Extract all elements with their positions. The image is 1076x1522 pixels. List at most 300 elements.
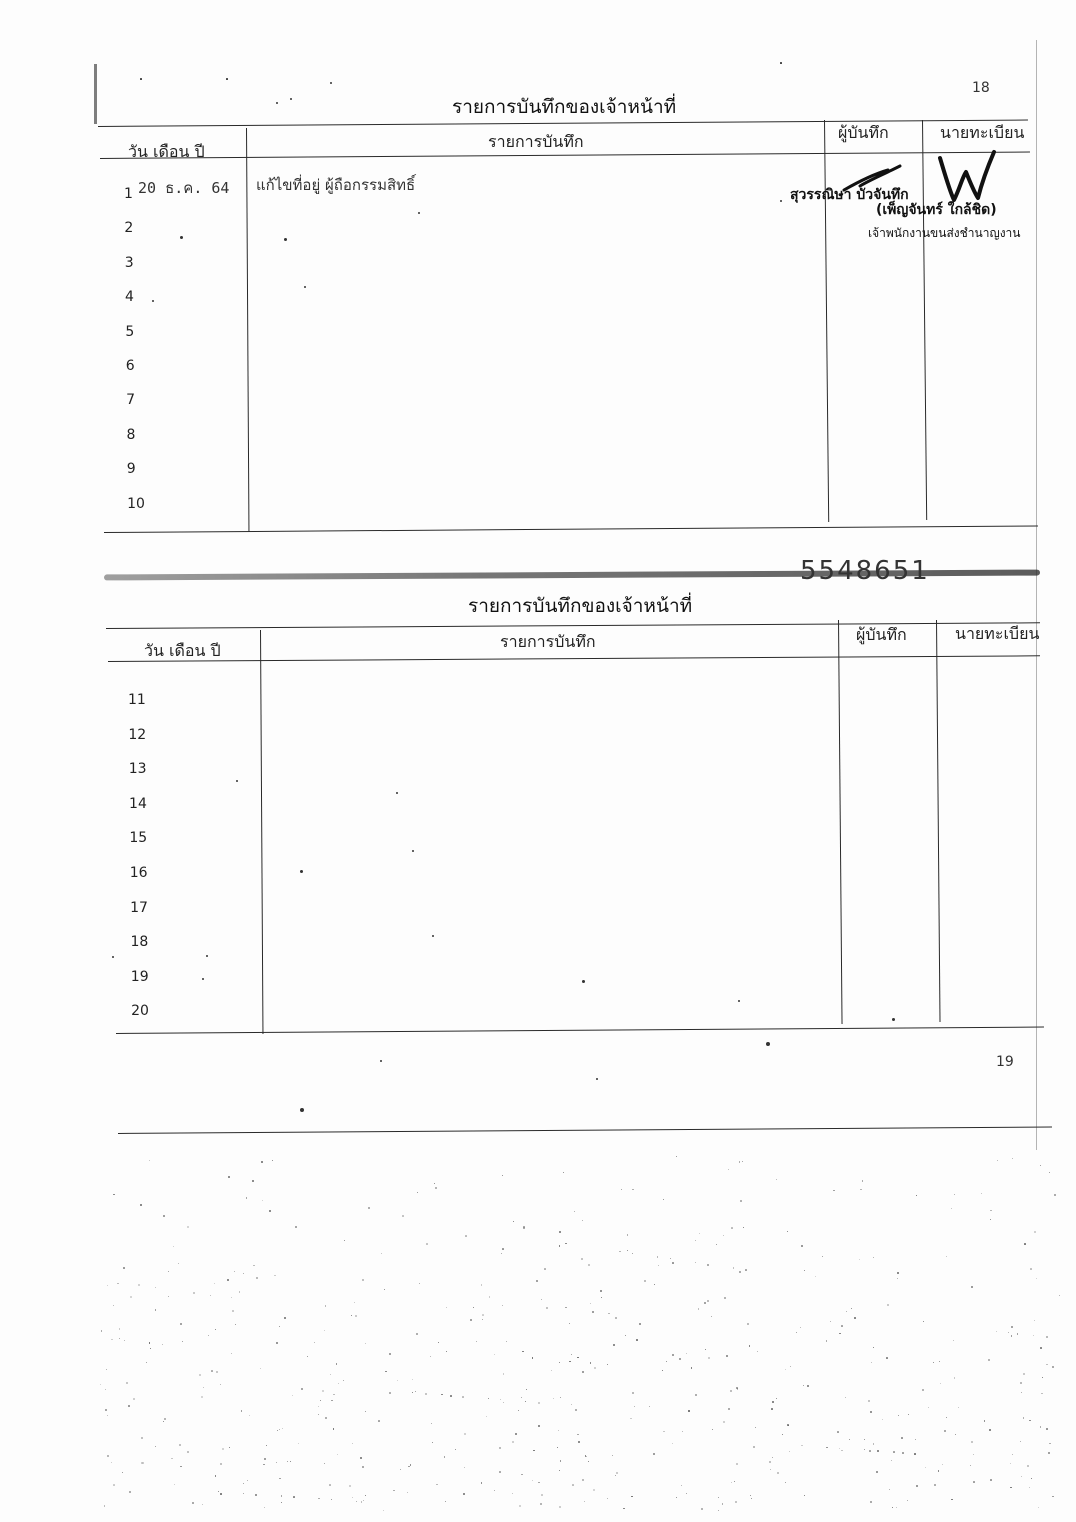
scan-grain (925, 1467, 926, 1468)
scan-grain (318, 1406, 320, 1408)
scan-grain (408, 1466, 410, 1468)
scan-grain (1054, 1194, 1056, 1196)
scan-grain (841, 1325, 843, 1327)
scan-grain (222, 1448, 224, 1450)
scan-grain (426, 1243, 428, 1245)
scan-grain (381, 1253, 382, 1254)
scan-grain (770, 1469, 771, 1470)
scan-grain (981, 1193, 982, 1194)
scan-grain (333, 1394, 335, 1396)
scan-grain (588, 1461, 589, 1462)
scan-grain (577, 1357, 579, 1359)
scan-grain (893, 1451, 895, 1453)
scan-grain (686, 1493, 687, 1494)
scan-grain (807, 1385, 809, 1387)
scan-grain (538, 1425, 540, 1427)
scan-grain (362, 1279, 364, 1281)
scan-grain (753, 1446, 755, 1448)
scan-grain (111, 1462, 112, 1463)
scan-grain (1033, 1335, 1034, 1336)
scan-grain (630, 1418, 631, 1419)
scan-grain (465, 1235, 467, 1237)
table-bottom-col-divider-3 (936, 620, 941, 1022)
scan-grain (503, 1373, 504, 1374)
scan-grain (623, 1508, 625, 1510)
entry-date: 20 ธ.ค. 64 (138, 179, 230, 197)
scan-grain (262, 1200, 263, 1201)
scan-grain (726, 1355, 728, 1357)
scan-grain (360, 1457, 362, 1459)
scan-grain (519, 1505, 521, 1507)
scan-grain (672, 1354, 674, 1356)
scan-grain (247, 1480, 248, 1481)
scan-grain (789, 1451, 790, 1452)
scan-grain (877, 1450, 879, 1452)
scan-grain (1023, 1417, 1024, 1418)
scan-grain (616, 1472, 618, 1474)
scan-grain (662, 1370, 663, 1371)
scan-grain (538, 1402, 540, 1404)
registrar-name: (เพ็ญจันทร์ ใกล้ชิด) (876, 202, 997, 218)
scan-speck (596, 1078, 598, 1080)
scan-grain (1010, 1463, 1012, 1465)
row-number: 15 (129, 830, 148, 847)
scan-grain (634, 1406, 635, 1407)
scan-grain (211, 1370, 213, 1372)
scan-grain (736, 1463, 738, 1465)
scan-grain (450, 1395, 452, 1397)
scan-left-mark (94, 64, 97, 124)
scan-grain (1012, 1158, 1013, 1159)
scan-grain (229, 1447, 231, 1449)
scan-grain (901, 1437, 903, 1439)
table-bottom-col-divider-2 (838, 620, 843, 1024)
scan-grain (772, 1457, 774, 1459)
scan-grain (582, 1479, 584, 1481)
scan-grain (846, 1311, 847, 1312)
scan-grain (1031, 1478, 1032, 1479)
scan-grain (594, 1367, 596, 1369)
scan-grain (481, 1482, 483, 1484)
scan-grain (845, 1397, 846, 1398)
scan-grain (546, 1307, 548, 1309)
scan-grain (1023, 1373, 1025, 1375)
scan-grain (559, 1470, 561, 1472)
scan-grain (776, 1179, 777, 1180)
scan-grain (908, 1414, 910, 1416)
row-number: 18 (130, 934, 149, 951)
scan-grain (658, 1265, 660, 1267)
scan-grain (521, 1397, 522, 1398)
table-bottom-col-divider-1 (260, 630, 263, 1034)
scan-grain (163, 1421, 164, 1422)
scan-grain (971, 1286, 973, 1288)
col-header-registrar: นายทะเบียน (940, 123, 1025, 142)
scan-grain (584, 1501, 585, 1502)
scan-grain (344, 1240, 345, 1241)
scan-speck (290, 98, 292, 100)
scan-speck (582, 980, 585, 983)
scan-grain (672, 1443, 674, 1445)
scan-grain (882, 1419, 884, 1421)
scan-grain (277, 1430, 278, 1431)
scan-grain (708, 1357, 710, 1359)
scan-grain (737, 1388, 739, 1390)
scan-grain (435, 1187, 437, 1189)
scan-grain (494, 1354, 495, 1355)
scan-grain (782, 1434, 783, 1435)
scan-grain (430, 1356, 432, 1358)
scan-grain (113, 1305, 114, 1306)
scan-grain (1021, 1392, 1022, 1393)
scan-grain (751, 1498, 752, 1499)
scan-grain (822, 1256, 823, 1257)
scan-grain (946, 1417, 947, 1418)
section-title-top: รายการบันทึกของเจ้าหน้าที่ (452, 96, 677, 118)
scan-grain (494, 1490, 495, 1491)
scan-grain (106, 1369, 108, 1371)
scan-grain (349, 1485, 351, 1487)
scan-grain (914, 1453, 916, 1455)
scan-grain (293, 1496, 295, 1498)
scan-grain (522, 1351, 524, 1353)
scan-grain (928, 1407, 929, 1408)
scan-grain (563, 1172, 564, 1173)
scan-grain (887, 1304, 889, 1306)
scan-grain (502, 1248, 504, 1250)
scan-grain (682, 1431, 683, 1432)
scan-grain (728, 1408, 730, 1410)
scan-grain (500, 1399, 501, 1400)
scan-grain (711, 1316, 712, 1317)
scan-grain (276, 1342, 278, 1344)
scan-grain (574, 1211, 575, 1212)
col-header-recorder-bottom: ผู้บันทึก (856, 625, 907, 644)
scan-grain (544, 1268, 546, 1270)
scan-grain (1049, 1443, 1051, 1445)
scan-grain (368, 1207, 370, 1209)
table-bottom-bottom-border (116, 1027, 1044, 1034)
scan-grain (231, 1353, 233, 1355)
scan-grain (352, 1443, 353, 1444)
scan-grain (1027, 1465, 1029, 1467)
scan-grain (973, 1454, 974, 1455)
scan-grain (168, 1271, 169, 1272)
scan-speck (780, 200, 782, 202)
scan-grain (870, 1501, 872, 1503)
scan-grain (279, 1478, 281, 1480)
scan-speck (300, 870, 303, 873)
scan-grain (800, 1327, 801, 1328)
scan-grain (417, 1192, 418, 1193)
registrar-signature (932, 148, 1002, 206)
scan-grain (228, 1176, 230, 1178)
scan-speck (412, 850, 414, 852)
scan-grain (704, 1302, 706, 1304)
scan-grain (162, 1344, 163, 1345)
scan-grain (1012, 1454, 1013, 1455)
scan-grain (864, 1439, 865, 1440)
scan-grain (1048, 1452, 1050, 1454)
scan-grain (146, 1362, 148, 1364)
scan-grain (499, 1471, 501, 1473)
scan-grain (898, 1415, 899, 1416)
scan-grain (654, 1284, 656, 1286)
scan-grain (436, 1484, 438, 1486)
scan-grain (502, 1175, 504, 1177)
scan-grain (639, 1323, 641, 1325)
divider-number-fragment: 5548651 (800, 556, 930, 586)
scan-grain (873, 1257, 874, 1258)
scan-grain (698, 1308, 699, 1309)
scan-grain (243, 1483, 244, 1484)
scan-grain (1034, 1231, 1036, 1233)
scan-grain (119, 1338, 120, 1339)
scan-grain (636, 1339, 638, 1341)
scan-grain (839, 1448, 840, 1449)
scan-grain (324, 1330, 325, 1331)
scan-grain (771, 1408, 773, 1410)
scan-grain (663, 1199, 665, 1201)
row-number: 12 (128, 726, 147, 743)
scan-grain (790, 1366, 791, 1367)
scan-grain (718, 1510, 719, 1511)
scan-grain (168, 1296, 169, 1297)
scan-grain (402, 1215, 404, 1217)
entry-text: แก้ไขที่อยู่ ผู้ถือกรรมสิทธิ์ (256, 176, 416, 194)
scan-speck (140, 78, 142, 80)
scan-grain (958, 1407, 959, 1408)
col-header-recorder: ผู้บันทึก (838, 123, 889, 142)
scan-grain (220, 1384, 222, 1386)
scan-grain (907, 1500, 908, 1501)
scan-grain (533, 1450, 534, 1451)
scan-grain (261, 1161, 263, 1163)
scan-grain (331, 1400, 333, 1402)
scan-grain (785, 1482, 786, 1483)
scan-grain (117, 1283, 119, 1285)
scan-grain (141, 1437, 143, 1439)
scan-grain (815, 1276, 817, 1278)
scan-grain (355, 1315, 357, 1317)
scan-grain (1020, 1441, 1021, 1442)
scan-grain (249, 1415, 250, 1416)
scan-grain (1041, 1393, 1042, 1394)
scan-grain (174, 1484, 175, 1485)
scan-grain (1024, 1243, 1026, 1245)
scan-grain (338, 1383, 339, 1384)
scan-grain (525, 1401, 526, 1402)
scan-grain (322, 1390, 324, 1392)
scan-grain (627, 1250, 628, 1251)
scan-grain (220, 1493, 222, 1495)
scan-speck (276, 102, 278, 104)
scan-grain (996, 1331, 997, 1332)
scan-grain (124, 1340, 126, 1342)
scan-grain (389, 1353, 391, 1355)
scan-grain (915, 1439, 916, 1440)
scan-grain (869, 1450, 871, 1452)
scan-grain (712, 1429, 713, 1430)
scan-grain (1046, 1336, 1048, 1338)
scan-grain (572, 1484, 574, 1486)
scan-grain (119, 1328, 121, 1330)
scan-grain (279, 1429, 280, 1430)
scan-grain (559, 1245, 561, 1247)
scan-grain (608, 1313, 610, 1315)
scan-grain (489, 1296, 490, 1297)
scan-grain (128, 1405, 130, 1407)
scan-grain (1042, 1377, 1043, 1378)
section-title-bottom: รายการบันทึกของเจ้าหน้าที่ (468, 595, 693, 617)
scan-grain (897, 1278, 898, 1279)
scan-grain (772, 1401, 774, 1403)
scan-speck (432, 935, 434, 937)
scan-grain (558, 1430, 560, 1432)
scan-grain (290, 1461, 291, 1462)
scan-grain (582, 1371, 584, 1373)
scan-grain (203, 1387, 204, 1388)
scan-grain (383, 1510, 384, 1511)
row-number: 2 (124, 220, 134, 237)
scan-grain (264, 1458, 266, 1460)
scan-grain (365, 1343, 366, 1344)
row-number: 4 (125, 289, 134, 306)
scan-grain (473, 1307, 474, 1308)
scan-right-edge (1036, 40, 1037, 1150)
scan-grain (227, 1279, 229, 1281)
scan-grain (707, 1300, 709, 1302)
scan-grain (214, 1283, 215, 1284)
scan-grain (743, 1227, 745, 1229)
scan-grain (946, 1256, 947, 1257)
table-top-bottom-border (104, 525, 1038, 533)
scan-grain (973, 1481, 975, 1483)
scan-grain (1008, 1332, 1009, 1333)
scan-grain (1029, 1420, 1031, 1422)
scan-grain (601, 1297, 602, 1298)
scan-grain (234, 1271, 235, 1272)
scan-grain (619, 1251, 621, 1253)
scan-grain (750, 1495, 751, 1496)
scan-grain (707, 1264, 709, 1266)
scan-grain (253, 1265, 254, 1266)
scan-grain (951, 1208, 953, 1210)
scan-grain (990, 1479, 992, 1481)
scan-grain (922, 1389, 924, 1391)
scan-grain (826, 1447, 827, 1448)
row-number: 20 (131, 1003, 149, 1020)
scan-grain (256, 1277, 258, 1279)
scan-grain (241, 1410, 243, 1412)
scan-grain (354, 1302, 356, 1304)
scan-speck (892, 1018, 895, 1021)
scan-grain (333, 1428, 334, 1429)
scan-grain (839, 1333, 841, 1335)
scan-grain (1011, 1335, 1013, 1337)
scan-grain (785, 1369, 786, 1370)
scan-grain (870, 1411, 872, 1413)
scan-grain (676, 1497, 677, 1498)
scan-grain (307, 1356, 309, 1358)
scan-grain (942, 1464, 943, 1465)
scan-grain (970, 1465, 971, 1466)
scan-grain (482, 1314, 484, 1316)
scan-grain (318, 1498, 319, 1499)
scan-grain (569, 1323, 570, 1324)
scan-grain (621, 1189, 622, 1190)
scan-grain (990, 1219, 991, 1220)
scan-grain (864, 1449, 865, 1450)
scan-grain (499, 1447, 500, 1448)
scan-grain (757, 1351, 758, 1352)
scan-grain (559, 1506, 561, 1508)
scan-grain (722, 1503, 723, 1504)
scan-grain (105, 1409, 107, 1411)
scan-grain (747, 1323, 749, 1325)
scan-grain (868, 1400, 870, 1402)
scan-grain (464, 1467, 465, 1468)
scan-grain (1034, 1320, 1035, 1321)
scan-grain (951, 1499, 952, 1500)
scan-grain (613, 1344, 615, 1346)
scan-grain (657, 1256, 658, 1257)
scan-grain (292, 1395, 293, 1396)
scan-grain (202, 1504, 204, 1506)
scan-grain (164, 1418, 166, 1420)
scan-grain (150, 1348, 152, 1350)
scan-grain (892, 1507, 893, 1508)
scan-grain (796, 1332, 797, 1333)
scan-grain (586, 1456, 587, 1457)
scan-grain (653, 1453, 655, 1455)
scan-speck (180, 236, 183, 239)
scan-grain (155, 1287, 156, 1288)
scan-grain (649, 1406, 650, 1407)
scan-grain (625, 1335, 626, 1336)
scan-grain (264, 1507, 265, 1508)
row-number: 1 (124, 186, 133, 202)
scan-grain (578, 1441, 580, 1443)
scan-grain (246, 1197, 248, 1199)
table-top-col-divider-1 (246, 128, 249, 532)
scan-grain (1040, 1347, 1042, 1349)
scan-grain (730, 1390, 732, 1392)
scan-grain (215, 1329, 216, 1330)
scan-grain (425, 1393, 427, 1395)
scan-grain (107, 1455, 109, 1457)
scan-grain (281, 1495, 283, 1497)
scan-grain (365, 1411, 366, 1412)
scan-speck (380, 1060, 382, 1062)
scan-grain (938, 1470, 939, 1471)
scan-grain (178, 1263, 179, 1264)
scan-grain (180, 1323, 182, 1325)
scan-grain (400, 1469, 401, 1470)
scan-grain (916, 1195, 917, 1196)
scan-grain (676, 1156, 677, 1157)
scan-grain (716, 1244, 717, 1245)
scan-speck (226, 78, 228, 80)
scan-grain (410, 1464, 412, 1466)
scan-grain (416, 1333, 418, 1335)
scan-grain (1052, 1366, 1054, 1368)
scan-grain (560, 1460, 561, 1461)
scan-grain (826, 1340, 828, 1342)
scan-grain (940, 1383, 942, 1385)
scan-speck (738, 1000, 740, 1002)
page-number-top: 18 (972, 80, 990, 96)
